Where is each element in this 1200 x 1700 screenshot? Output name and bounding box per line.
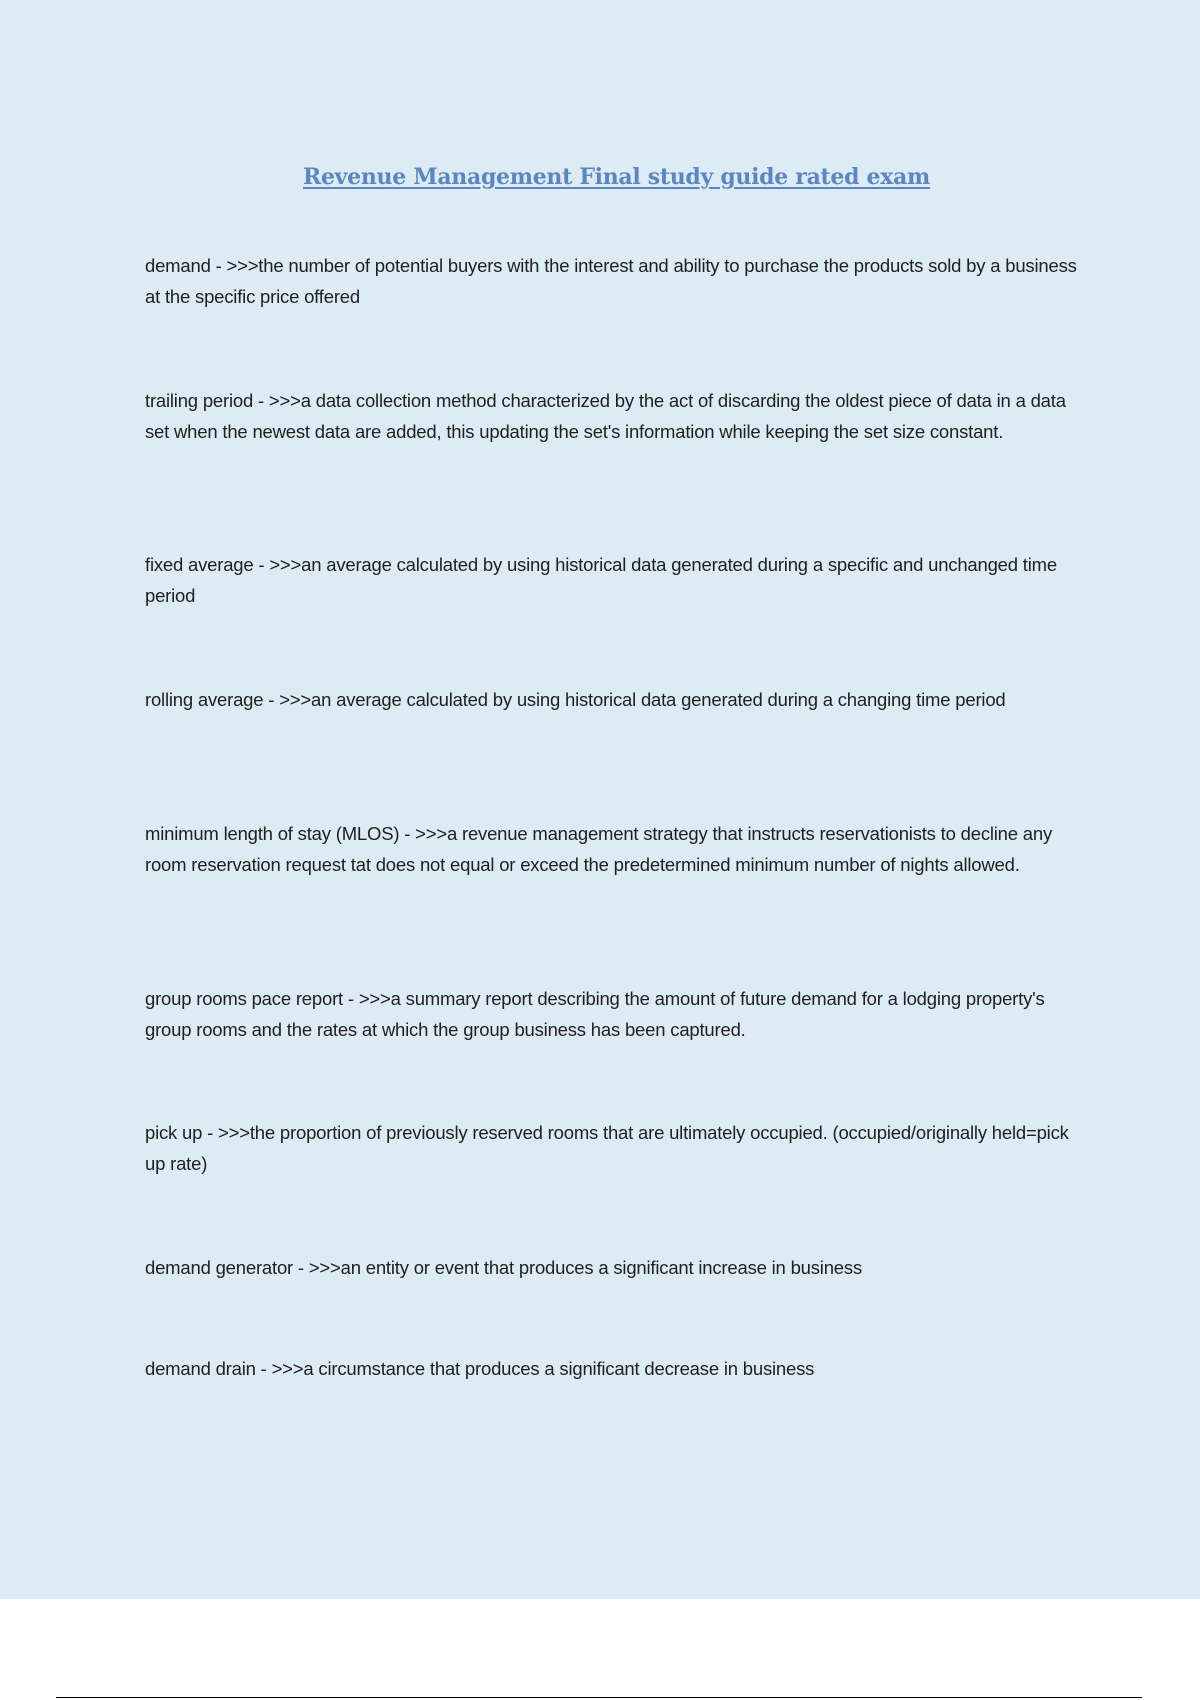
definition-entry-demand: demand - >>>the number of potential buyers with the interest and ability to purchase the products sold by a business at the specific price offered <box>145 255 1077 307</box>
definition-entry-demand-generator: demand generator - >>>an entity or event that produces a significant increase in business <box>145 1257 862 1278</box>
document-title: Revenue Management Final study guide rated exam <box>302 164 931 190</box>
definition-entry-trailing-period: trailing period - >>>a data collection method characterized by the act of discarding the oldest piece of data in a data set when the newest data are added, this updating the set's information while keeping the set size constant. <box>145 390 1066 442</box>
definition-entry-group-rooms-pace-report: group rooms pace report - >>>a summary report describing the amount of future demand for a lodging property's group rooms and the rates at which the group business has been captured. <box>145 988 1045 1040</box>
definition-entry-pick-up: pick up - >>>the proportion of previously reserved rooms that are ultimately occupied. (occupied/originally held=pick up rate) <box>145 1122 1069 1174</box>
definition-entry-demand-drain: demand drain - >>>a circumstance that produces a significant decrease in business <box>145 1358 815 1379</box>
footer-divider <box>56 1697 1142 1698</box>
definition-entry-mlos: minimum length of stay (MLOS) - >>>a revenue management strategy that instructs reservationists to decline any room reservation request tat does not equal or exceed the predetermined minimum number of nights allowed. <box>145 823 1053 875</box>
definition-entry-fixed-average: fixed average - >>>an average calculated by using historical data generated during a specific and unchanged time period <box>145 554 1057 606</box>
definition-entry-rolling-average: rolling average - >>>an average calculated by using historical data generated during a changing time period <box>145 689 1006 710</box>
